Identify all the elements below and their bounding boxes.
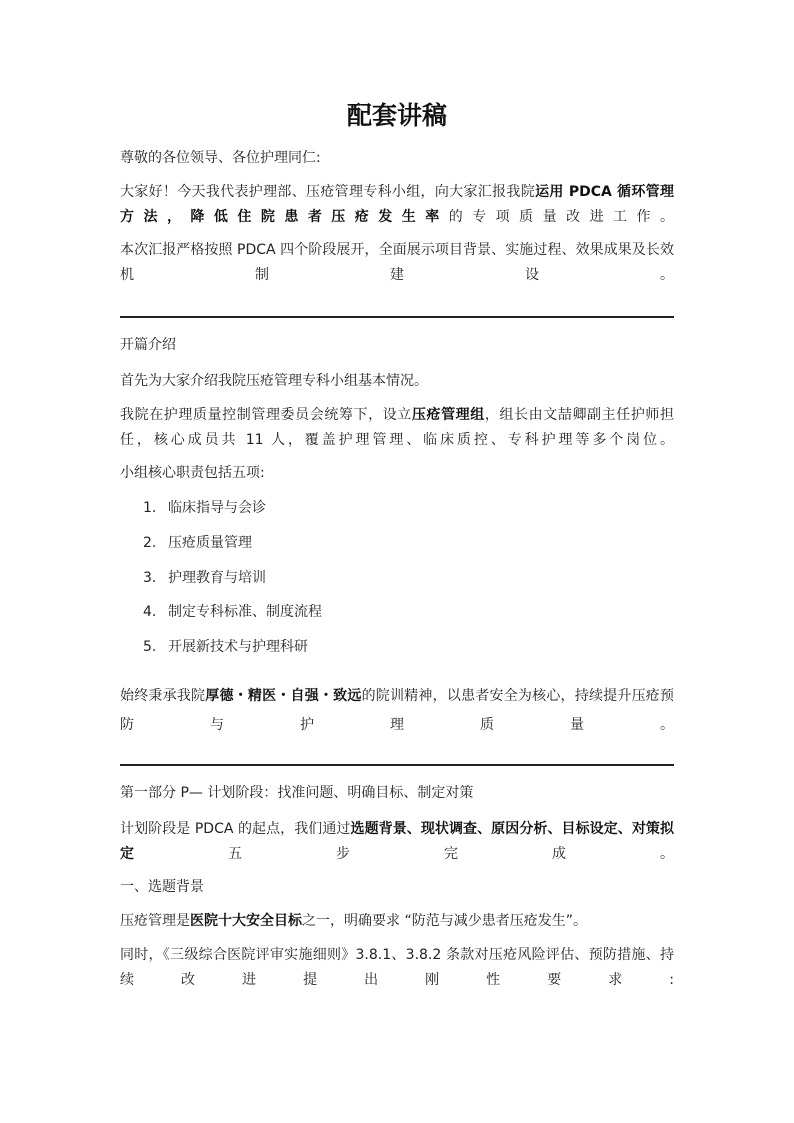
list-text: 开展新技术与护理科研 bbox=[168, 639, 308, 655]
p4-emphasis: 厚德・精医・自强・致远 bbox=[205, 688, 362, 704]
list-item bbox=[120, 533, 252, 553]
intro1-text-end: 的专项质量改进工作。 bbox=[448, 209, 675, 225]
section-divider bbox=[120, 316, 674, 318]
section-heading-opening: 开篇介绍 bbox=[120, 337, 176, 353]
s2p2-emphasis: 医院十大安全目标 bbox=[190, 913, 302, 929]
section1-paragraph-3: 小组核心职责包括五项: bbox=[120, 465, 265, 481]
intro-paragraph-2: 本次汇报严格按照 PDCA 四个阶段展开，全面展示项目背景、实施过程、效果成果及长效机制建设。 bbox=[120, 242, 674, 283]
intro-paragraph-1 bbox=[120, 180, 674, 230]
section1-paragraph-2 bbox=[120, 403, 674, 453]
p2-text-end: ，组长由文喆卿副主任护师担任，核心成员共 11 人，覆盖护理管理、临床质控、专科护理等多个岗位。 bbox=[120, 407, 675, 448]
p4-text: 始终秉承我院 bbox=[120, 688, 206, 704]
list-number: 3. bbox=[143, 570, 157, 586]
greeting: 尊敬的各位领导、各位护理同仁: bbox=[120, 150, 321, 166]
s2p1-text-end: 五步完成。 bbox=[228, 846, 674, 862]
list-text: 护理教育与培训 bbox=[168, 570, 266, 586]
section-divider bbox=[120, 764, 674, 766]
list-item bbox=[120, 498, 266, 518]
p2-text: 我院在护理质量控制管理委员会统筹下，设立 bbox=[120, 407, 412, 423]
section2-paragraph-2 bbox=[120, 909, 674, 934]
list-number: 1. bbox=[143, 500, 157, 516]
list-item bbox=[120, 637, 308, 657]
list-number: 4. bbox=[143, 604, 157, 620]
subheading-background: 一、选题背景 bbox=[120, 879, 204, 895]
section1-paragraph-1: 首先为大家介绍我院压疮管理专科小组基本情况。 bbox=[120, 373, 428, 389]
p2-emphasis: 压疮管理组 bbox=[411, 407, 485, 423]
s2p2-text-end: 之一，明确要求 “防范与减少患者压疮发生”。 bbox=[302, 913, 587, 929]
list-item bbox=[120, 602, 322, 622]
p4-text-end: 的院训精神，以患者安全为核心，持续提升压疮预防与护理质量。 bbox=[120, 688, 675, 733]
list-text: 临床指导与会诊 bbox=[168, 500, 266, 516]
list-number: 5. bbox=[143, 639, 157, 655]
list-text: 制定专科标准、制度流程 bbox=[168, 604, 322, 620]
s2p1-emphasis: 选题背景、现状调查、原因分析、目标设定、对策拟定 bbox=[120, 821, 674, 862]
s2p1-text: 计划阶段是 PDCA 的起点，我们通过 bbox=[120, 821, 351, 837]
section-heading-plan: 第一部分 P— 计划阶段：找准问题、明确目标、制定对策 bbox=[120, 785, 474, 801]
section1-paragraph-4 bbox=[120, 682, 674, 740]
intro1-text: 大家好！今天我代表护理部、压疮管理专科小组，向大家汇报我院 bbox=[120, 184, 536, 200]
list-number: 2. bbox=[143, 535, 157, 551]
section2-paragraph-1 bbox=[120, 817, 674, 867]
list-text: 压疮质量管理 bbox=[168, 535, 252, 551]
page-title: 配套讲稿 bbox=[346, 101, 447, 130]
intro1-emphasis: 运用 PDCA 循环管理方法，降低住院患者压疮发生率 bbox=[120, 184, 674, 225]
list-item bbox=[120, 568, 266, 588]
section2-paragraph-3: 同时，《三级综合医院评审实施细则》3.8.1、3.8.2 条款对压疮风险评估、预防措施、持续改进提出刚性要求: bbox=[120, 947, 674, 988]
s2p2-text: 压疮管理是 bbox=[120, 913, 190, 929]
